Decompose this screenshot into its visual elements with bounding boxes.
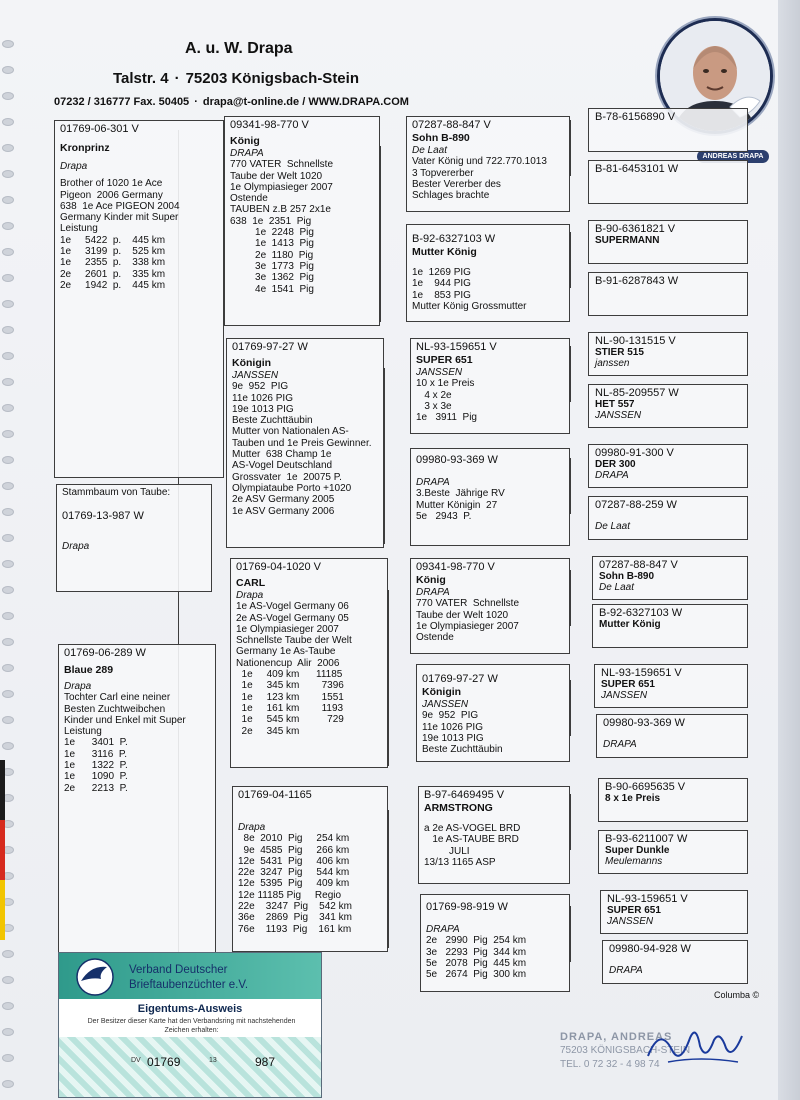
dam-sire-card [230, 558, 388, 768]
pigeon-result: 1e 3199 p. 525 km [60, 246, 166, 258]
binder-hole [2, 612, 14, 620]
phone-fax: 07232 / 316777 Fax. 50405 [54, 96, 190, 108]
flag-stripe-red [0, 820, 5, 880]
ancestor-line: 5e 2674 Pig 300 km [426, 969, 527, 981]
card-dv-label: DV [131, 1057, 141, 1064]
sire-dam-breeder: JANSSEN [232, 370, 279, 381]
dam-sire-line: 1e AS-Vogel Germany 06 [236, 601, 349, 613]
ancestor-ring: B-90-6695635 V [605, 781, 686, 793]
sire-dam-line: Mutter von Nationalen AS- [232, 426, 349, 438]
ancestor-breeder: janssen [595, 358, 630, 369]
sire-dam-line: Beste Zuchttäubin [232, 415, 313, 427]
ancestor-name: Königin [422, 686, 462, 698]
city: 75203 Königsbach-Stein [185, 70, 359, 87]
ancestor-line: 3 Topvererber [412, 167, 474, 179]
dam-desc: Kinder und Enkel mit Super [64, 714, 186, 726]
sire-ring: 09341-98-770 V [230, 119, 309, 131]
ancestor-line: 1e Olympiasieger 2007 [416, 620, 519, 632]
signature-icon [640, 1016, 750, 1076]
ancestor-ring: B-90-6361821 V [595, 223, 676, 235]
dam-sire-line: 1e Olympiasieger 2007 [236, 623, 339, 635]
pigeon-result: 1e 5422 p. 445 km [60, 234, 166, 246]
ancestor-card-g3-1 [406, 116, 570, 212]
pigeon-result: 1e 2355 p. 338 km [60, 257, 166, 269]
stamp-name: DRAPA, ANDREAS [560, 1031, 673, 1043]
connector-g3-6 [570, 680, 571, 736]
dam-dam-line: 22e 3247 Pig 544 km [238, 867, 350, 879]
binder-hole [2, 950, 14, 958]
binder-hole [2, 508, 14, 516]
binder-hole [2, 352, 14, 360]
binder-hole [2, 716, 14, 724]
stamp-phone: TEL. 0 72 32 - 4 98 74 [560, 1059, 660, 1070]
ancestor-name: STIER 515 [595, 347, 644, 358]
ancestor-line: Mutter König Grossmutter [412, 300, 527, 312]
ancestor-name: SUPER 651 [416, 354, 473, 366]
ancestor-card-g4-11 [594, 664, 748, 708]
breeder-badge: ANDREAS DRAPA [697, 150, 769, 163]
email-web[interactable]: drapa@t-online.de / WWW.DRAPA.COM [202, 96, 409, 108]
page-edge [778, 0, 800, 1100]
connector-g3-3 [570, 346, 571, 402]
sire-dam-line: Grossvater 1e 20075 P. [232, 471, 342, 483]
dam-sire-breeder: Drapa [236, 590, 264, 601]
ancestor-card-g3-6 [416, 664, 570, 762]
sire-line: Ostende [230, 193, 268, 205]
binder-hole [2, 586, 14, 594]
pigeon-card [54, 120, 224, 478]
flag-stripe-gold [0, 880, 5, 940]
ancestor-line: a 2e AS-VOGEL BRD [424, 823, 521, 834]
dam-breeder: Drapa [64, 681, 92, 692]
ancestor-card-g4-14 [598, 830, 748, 874]
ancestor-ring: B-97-6469495 V [424, 789, 505, 801]
ancestor-card-g3-4 [410, 448, 570, 546]
binder-hole [2, 326, 14, 334]
dam-name: Blaue 289 [64, 664, 114, 676]
ancestor-line: 5e 2078 Pig 445 km [426, 957, 527, 969]
ancestor-ring: 09980-91-300 V [595, 447, 674, 459]
dam-result: 1e 1322 P. [64, 760, 128, 772]
binder-hole [2, 534, 14, 542]
dam-sire-line: 2e AS-Vogel Germany 05 [236, 612, 349, 624]
ancestor-card-g3-5 [410, 558, 570, 654]
sire-line: TAUBEN z.B 257 2x1e [230, 204, 331, 216]
ownership-card [58, 952, 322, 1098]
binder-hole [2, 976, 14, 984]
connector-g3-4 [570, 458, 571, 514]
dam-desc: Tochter Carl eine neiner [64, 692, 171, 704]
dam-card [58, 644, 216, 954]
ancestor-ring: NL-93-159651 V [416, 341, 497, 353]
ancestor-breeder: De Laat [599, 582, 635, 593]
sire-dam-line: 1e ASV Germany 2006 [232, 505, 335, 517]
stammbaum-breeder: Drapa [62, 541, 90, 553]
connector-g3-1 [570, 120, 571, 176]
dam-ring: 01769-06-289 W [64, 647, 146, 659]
binder-hole [2, 664, 14, 672]
sire-dam-line: AS-Vogel Deutschland [232, 460, 333, 472]
connector-g3-8 [570, 906, 571, 962]
ancestor-line: 770 VATER Schnellste [416, 598, 520, 610]
ancestor-ring: 07287-88-847 V [599, 559, 678, 571]
binder-hole [2, 1002, 14, 1010]
pigeon-desc: Leistung [60, 223, 98, 235]
binder-hole [2, 404, 14, 412]
pigeon-desc: Germany Kinder mit Super [60, 212, 179, 224]
pigeon-breeder: Drapa [60, 161, 88, 172]
ancestor-name: ARMSTRONG [424, 802, 493, 814]
ancestor-breeder: JANSSEN [422, 699, 469, 710]
breeder-contact: 07232 / 316777 Fax. 50405 · drapa@t-online.de / WWW.DRAPA.COM [54, 96, 409, 108]
ancestor-name: DER 300 [595, 459, 636, 470]
ancestor-card-g4-2 [588, 160, 748, 204]
binder-hole [2, 1028, 14, 1036]
sire-line: 2e 1180 Pig [230, 249, 314, 261]
sire-dam-line: 9e 952 PIG [232, 381, 289, 393]
ancestor-card-g4-10 [592, 604, 748, 648]
sire-dam-line: 11e 1026 PIG [232, 392, 293, 404]
binder-hole [2, 274, 14, 282]
binder-hole [2, 118, 14, 126]
sire-line: 1e Olympiasieger 2007 [230, 181, 333, 193]
ancestor-ring: NL-93-159651 V [601, 667, 682, 679]
ancestor-card-g4-12 [596, 714, 748, 758]
ancestor-ring: 01769-97-27 W [422, 673, 498, 685]
ancestor-breeder: De Laat [595, 521, 631, 532]
ancestor-line: JULI [424, 845, 470, 857]
dam-dam-line: 12e 11185 Pig Regio [238, 889, 342, 901]
sire-dam-line: 19e 1013 PIG [232, 403, 294, 415]
ancestor-breeder: DRAPA [609, 965, 643, 976]
ancestor-line: 3.Beste Jährige RV [416, 488, 505, 500]
binder-hole [2, 430, 14, 438]
ancestor-line: 1e 1269 PIG [412, 267, 471, 278]
ancestor-card-g4-15 [600, 890, 748, 934]
ancestor-card-g4-5 [588, 332, 748, 376]
ancestor-line: 11e 1026 PIG [422, 721, 483, 733]
ancestor-line: Vater König und 722.770.1013 [412, 156, 547, 168]
flag-stripe-black [0, 760, 5, 820]
ancestor-line: 5e 2943 P. [416, 510, 472, 522]
dam-sire-line: Nationencup Alir 2006 [236, 657, 340, 669]
sire-line: 3e 1773 Pig [230, 260, 314, 272]
binder-hole [2, 1054, 14, 1062]
binder-hole [2, 196, 14, 204]
dam-dam-line: 22e 3247 Pig 542 km [238, 901, 352, 913]
ancestor-card-g4-13 [598, 778, 748, 822]
ancestor-ring: 07287-88-847 V [412, 119, 491, 131]
pigeon-result: 2e 1942 p. 445 km [60, 279, 166, 291]
ancestor-ring: 09980-93-369 W [416, 454, 498, 466]
dam-result: 2e 2213 P. [64, 782, 128, 794]
connector-carl [388, 590, 389, 766]
connector-hen1165 [388, 810, 389, 948]
sire-dam-ring: 01769-97-27 W [232, 341, 308, 353]
ancestor-name: Sohn B-890 [599, 571, 655, 582]
sire-line: 4e 1541 Pig [230, 283, 314, 295]
binder-hole [2, 248, 14, 256]
ancestor-line: 3 x 3e [416, 400, 452, 412]
connector-koenigin [384, 368, 385, 544]
dam-result: 1e 3116 P. [64, 748, 128, 760]
ancestor-card-g4-7 [588, 444, 748, 488]
stammbaum-ring: 01769-13-987 W [62, 510, 144, 523]
dam-dam-breeder: Drapa [238, 822, 266, 833]
ancestor-breeder: DRAPA [426, 924, 460, 935]
dam-dam-line: 12e 5431 Pig 406 km [238, 855, 350, 867]
card-number: 01769 [147, 1055, 181, 1069]
sire-card [224, 116, 380, 326]
ancestor-ring: 01769-98-919 W [426, 901, 508, 913]
ancestor-ring: NL-85-209557 W [595, 387, 679, 399]
sire-dam-line: Tauben und 1e Preis Gewinner. [232, 437, 372, 449]
ancestor-name: SUPERMANN [595, 235, 660, 246]
card-verband-line1: Verband Deutscher [129, 964, 228, 976]
ancestor-line: Taube der Welt 1020 [416, 609, 509, 621]
ancestor-line: 2e 2990 Pig 254 km [426, 935, 527, 947]
ancestor-card-g4-8 [588, 496, 748, 540]
breeder-address: Talstr. 4 · 75203 Königsbach-Stein [113, 70, 359, 87]
dam-dam-ring: 01769-04-1165 [238, 789, 312, 801]
ancestor-card-g4-4 [588, 272, 748, 316]
binder-hole [2, 378, 14, 386]
dam-sire-ring: 01769-04-1020 V [236, 561, 322, 573]
sire-dam-line: Olympiataube Porto +1020 [232, 482, 352, 494]
dam-dam-line: 8e 2010 Pig 254 km [238, 833, 350, 845]
ancestor-ring: B-81-6453101 W [595, 163, 679, 175]
sire-line: 638 1e 2351 Pig [230, 215, 312, 227]
dam-sire-line: 1e 345 km 7396 [236, 680, 344, 692]
binder-hole [2, 482, 14, 490]
ancestor-line: 1e 3911 Pig [416, 412, 477, 424]
ancestor-line: Mutter Königin 27 [416, 499, 498, 511]
dam-result: 1e 3401 P. [64, 737, 128, 749]
sire-dam-line: 2e ASV Germany 2005 [232, 494, 335, 506]
ancestor-line: 4 x 2e [416, 389, 452, 401]
ancestor-breeder: JANSSEN [595, 410, 642, 421]
ancestor-name: 8 x 1e Preis [605, 793, 661, 804]
ancestor-breeder: JANSSEN [601, 690, 648, 701]
ancestor-ring: B-91-6287843 W [595, 275, 679, 287]
card-verband-line2: Brieftaubenzüchter e.V. [129, 979, 249, 991]
ancestor-breeder: DRAPA [595, 470, 629, 481]
dam-dam-line: 76e 1193 Pig 161 km [238, 923, 352, 935]
dam-dam-line: 36e 2869 Pig 341 km [238, 912, 352, 924]
ancestor-name: HET 557 [595, 399, 635, 410]
stammbaum-label: Stammbaum von Taube: [62, 487, 171, 498]
ancestor-card-g4-6 [588, 384, 748, 428]
stamp-city: 75203 KÖNIGSBACH-STEIN [560, 1045, 691, 1056]
sire-line: Taube der Welt 1020 [230, 170, 323, 182]
ancestor-breeder: JANSSEN [416, 367, 463, 378]
dam-sire-line: 1e 545 km 729 [236, 714, 344, 726]
sire-name: König [230, 135, 260, 147]
connector-koenig [380, 146, 381, 322]
card-year: 13 [209, 1057, 217, 1064]
ancestor-line: 1e 944 PIG [412, 278, 471, 290]
ancestor-ring: B-93-6211007 W [605, 833, 688, 845]
ancestor-line: 10 x 1e Preis [416, 378, 475, 390]
dam-desc: Besten Zuchtweibchen [64, 703, 166, 715]
ancestor-breeder: JANSSEN [607, 916, 654, 927]
ancestor-ring: B-78-6156890 V [595, 111, 676, 123]
ancestor-name: Super Dunkle [605, 845, 670, 856]
ancestor-card-g3-7 [418, 786, 570, 884]
ancestor-ring: B-92-6327103 W [599, 607, 683, 619]
card-text: Der Besitzer dieser Karte hat den Verbandsring mit nachstehenden Zeichen erhalten: [87, 1018, 296, 1034]
ancestor-card-g4-1 [588, 108, 748, 152]
ancestor-ring: NL-90-131515 V [595, 335, 676, 347]
breeder-name: A. u. W. Drapa [185, 40, 293, 57]
dove-logo-icon [67, 957, 123, 997]
binder-hole [2, 144, 14, 152]
ancestor-line: Bester Vererber des [412, 178, 501, 190]
ancestor-card-g4-16 [602, 940, 748, 984]
ancestor-card-g3-3 [410, 338, 570, 434]
connector-g3-2 [570, 232, 571, 288]
ancestor-line: Beste Zuchttäubin [422, 744, 503, 756]
dam-sire-line: 1e 123 km 1551 [236, 691, 344, 703]
binder-hole [2, 638, 14, 646]
ancestor-line: 1e AS-TAUBE BRD [424, 834, 519, 846]
binder-hole [2, 222, 14, 230]
ancestor-name: SUPER 651 [607, 905, 661, 916]
pigeon-result: 2e 2601 p. 335 km [60, 268, 166, 280]
dam-dam-card [232, 786, 388, 952]
dam-dam-line: 9e 4585 Pig 266 km [238, 844, 350, 856]
binder-hole [2, 560, 14, 568]
ancestor-line: 19e 1013 PIG [422, 732, 484, 744]
sire-line: 1e 2248 Pig [230, 227, 314, 239]
ancestor-line: 13/13 1165 ASP [424, 856, 496, 868]
ancestor-breeder: De Laat [412, 145, 448, 156]
dam-desc: Leistung [64, 726, 102, 738]
sire-dam-line: Mutter 638 Champ 1e [232, 449, 332, 461]
binder-hole [2, 170, 14, 178]
dam-sire-line: 1e 409 km 11185 [236, 669, 343, 681]
ancestor-name: König [416, 574, 446, 586]
ancestor-breeder: DRAPA [603, 739, 637, 750]
ancestor-name: Mutter König [599, 619, 661, 630]
ancestor-line: 9e 952 PIG [422, 710, 479, 722]
sire-line: 770 VATER Schnellste [230, 159, 334, 171]
sire-line: 3e 1362 Pig [230, 272, 314, 284]
card-title: Eigentums-Ausweis [137, 1003, 243, 1015]
ancestor-card-g4-9 [592, 556, 748, 600]
pigeon-desc: 638 1e Ace PIGEON 2004 [60, 200, 180, 212]
sire-dam-name: Königin [232, 357, 272, 369]
binder-hole [2, 456, 14, 464]
ancestor-name: Sohn B-890 [412, 132, 470, 144]
stammbaum-card [56, 484, 212, 592]
binder-hole [2, 1080, 14, 1088]
ancestor-card-g3-2 [406, 224, 570, 322]
ancestor-ring: 09980-93-369 W [603, 717, 685, 729]
pigeon-desc: Pigeon 2006 Germany [60, 189, 163, 201]
ancestor-card-g3-8 [420, 894, 570, 992]
binder-hole [2, 742, 14, 750]
ancestor-ring: B-92-6327103 W [412, 233, 496, 245]
binder-hole [2, 690, 14, 698]
card-ring: 987 [255, 1055, 276, 1069]
pigeon-name: Kronprinz [60, 142, 110, 154]
pigeon-ring: 01769-06-301 V [60, 123, 139, 135]
street: Talstr. 4 [113, 70, 169, 87]
card-verband [129, 963, 248, 993]
ancestor-name: SUPER 651 [601, 679, 655, 690]
binder-hole [2, 40, 14, 48]
card-pattern [59, 1037, 321, 1097]
dam-sire-line: Schnellste Taube der Welt [236, 635, 352, 647]
binder-hole [2, 92, 14, 100]
ancestor-ring: 09341-98-770 V [416, 561, 495, 573]
ancestor-card-g4-3 [588, 220, 748, 264]
pigeon-desc: Brother of 1020 1e Ace [60, 178, 163, 190]
dam-result: 1e 1090 P. [64, 771, 128, 783]
ancestor-breeder: Meulemanns [605, 856, 663, 867]
binder-hole [2, 300, 14, 308]
ancestor-breeder: DRAPA [416, 587, 450, 598]
dam-dam-line: 12e 5395 Pig 409 km [238, 878, 350, 890]
ancestor-name: Mutter König [412, 246, 477, 258]
ancestor-line: Ostende [416, 632, 454, 644]
ancestor-line: 1e 853 PIG [412, 289, 471, 301]
dam-sire-line: 1e 161 km 1193 [236, 702, 344, 714]
binder-hole [2, 66, 14, 74]
dam-sire-line: Germany 1e As-Taube [236, 646, 336, 658]
ancestor-ring: 07287-88-259 W [595, 499, 677, 511]
sire-breeder: DRAPA [230, 148, 264, 159]
columba-credit: Columba © [714, 990, 760, 1000]
connector-g3-7 [570, 794, 571, 850]
dam-sire-line: 2e 345 km [236, 725, 300, 737]
sire-line: 1e 1413 Pig [230, 238, 314, 250]
ancestor-ring: 09980-94-928 W [609, 943, 691, 955]
ancestor-breeder: DRAPA [416, 477, 450, 488]
dam-sire-name: CARL [236, 577, 266, 589]
ancestor-line: Schlages brachte [412, 190, 490, 202]
connector-g3-5 [570, 570, 571, 626]
sire-dam-card [226, 338, 384, 548]
ancestor-ring: NL-93-159651 V [607, 893, 688, 905]
ancestor-line: 3e 2293 Pig 344 km [426, 946, 527, 958]
